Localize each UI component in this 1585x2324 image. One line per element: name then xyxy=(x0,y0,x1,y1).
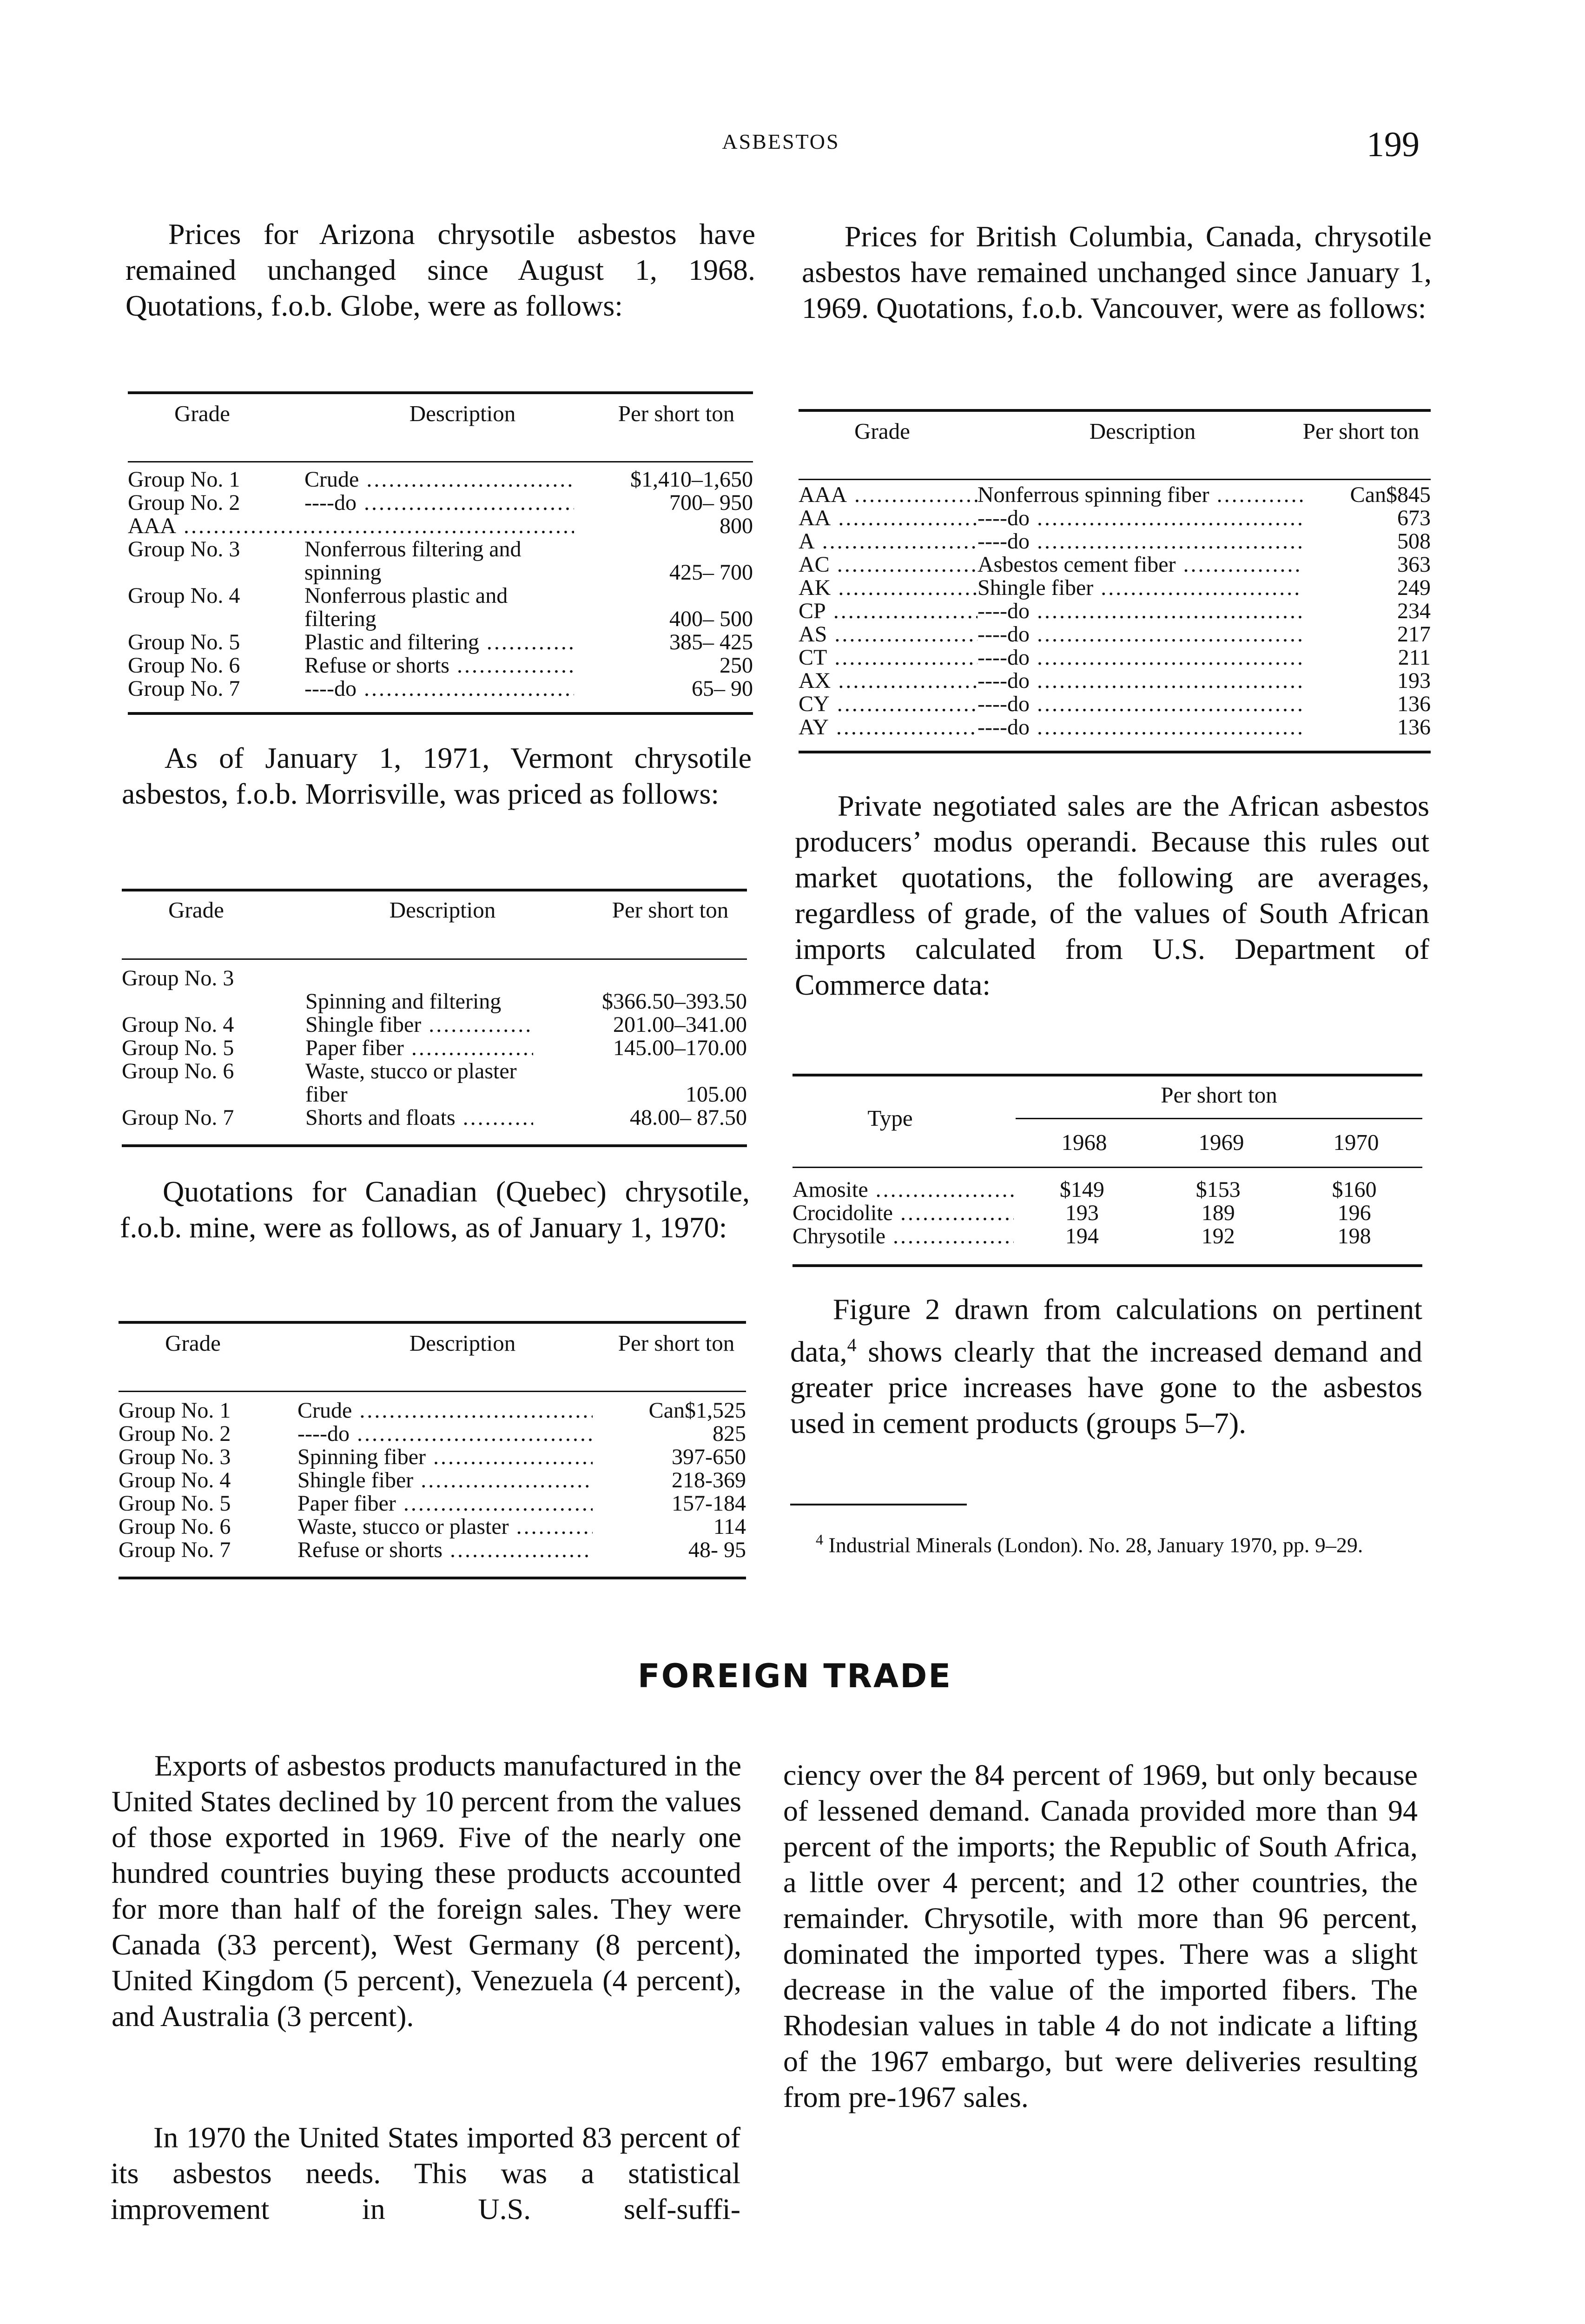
quebec-price-table xyxy=(119,1321,746,1581)
table-row: Group No. 4 Shingle fiber ..... 218-369 xyxy=(119,1469,746,1492)
table-row: Group No. 7 Refuse or shorts ..... 48- 95 xyxy=(119,1538,746,1562)
table-row: Group No. 2 ----do ..... 825 xyxy=(119,1422,746,1446)
table-row: Group No. 6 Waste, stucco or plaster fiber 105.00 xyxy=(122,1060,747,1107)
col-header-price: Per short ton xyxy=(1302,418,1420,444)
table-row: Group No. 3 Spinning and filtering $366.50–393.50 xyxy=(122,967,747,1014)
imports-paragraph: In 1970 the United States imported 83 percent of its asbestos needs. This was a statistical improvement in U.S. self-suffi- xyxy=(111,2121,740,2225)
running-head: ASBESTOS xyxy=(722,130,840,153)
quebec-paragraph: Quotations for Canadian (Quebec) chrysotile, f.o.b. mine, were as follows, as of January 1, 1970: xyxy=(120,1175,750,1244)
col-header-description: Description xyxy=(389,897,496,923)
col-header-grade: Grade xyxy=(165,1330,221,1356)
col-header-per-short-ton: Per short ton xyxy=(1161,1082,1277,1108)
table-row: AY ..... ----do ..... 136 xyxy=(799,716,1431,739)
table-row: CY ..... ----do ..... 136 xyxy=(799,693,1431,716)
footnote-divider xyxy=(790,1504,967,1505)
south-african-imports-table xyxy=(792,1074,1422,1269)
table-row: A ..... ----do ..... 508 xyxy=(799,530,1431,553)
vermont-price-table xyxy=(122,889,747,1149)
table-row: Crocidolite ..... 193 189 196 xyxy=(792,1202,1422,1225)
footnote: $^4$ Industrial Minerals (London). No. 28, January 1970, pp. 9–29. xyxy=(816,1531,1363,1557)
table-row: Group No. 3 Spinning fiber ..... 397-650 xyxy=(119,1446,746,1469)
figure-2-paragraph: Figure 2 drawn from calculations on pertinent data,$^4$ shows clearly that the increased demand and greater price increases have gone to the asbestos used in cement products (groups 5–7). xyxy=(790,1293,1422,1440)
table-row: Amosite ..... $149 $153 $160 xyxy=(792,1178,1422,1202)
section-title-foreign-trade: FOREIGN TRADE xyxy=(637,1657,952,1695)
table-row: Chrysotile ..... 194 192 198 xyxy=(792,1225,1422,1248)
col-header-price: Per short ton xyxy=(618,401,735,426)
table-row: AC ..... Asbestos cement fiber ..... 363 xyxy=(799,553,1431,576)
col-header-grade: Grade xyxy=(174,401,230,426)
table-row: Group No. 5 Plastic and filtering ..... 385– 425 xyxy=(128,631,753,654)
col-header-description: Description xyxy=(1089,418,1196,444)
table-row: Group No. 7 ----do ..... 65– 90 xyxy=(128,677,753,700)
col-header-year: 1969 xyxy=(1198,1129,1244,1155)
col-header-description: Description xyxy=(409,1330,516,1356)
col-header-price: Per short ton xyxy=(618,1330,735,1356)
footnote-ref: 4 xyxy=(847,1334,857,1355)
exports-paragraph: Exports of asbestos products manufactured in the United States declined by 10 percent from the values of those exported in 1969. Five of the nearly one hundred countries buying these products accounted for more than half of the foreign sales. They were Canada (33 percent), West Germany (8 percent), United Kingdom (5 percent), Venezuela (4 percent), and Australia (3 percent). xyxy=(112,1749,741,2033)
south-africa-paragraph: Private negotiated sales are the African asbestos producers’ modus operandi. Because this rules out market quotations, the following are averages, regardless of grade, of the values of South African imports calculated from U.S. Department of Commerce data: xyxy=(795,789,1429,1001)
british-columbia-price-table xyxy=(799,409,1431,755)
table-row: AAA ..... 800 xyxy=(128,515,753,538)
col-header-type: Type xyxy=(867,1105,913,1131)
table-row: Group No. 6 Refuse or shorts ..... 250 xyxy=(128,654,753,677)
table-row: AA ..... ----do ..... 673 xyxy=(799,507,1431,530)
table-row: AS ..... ----do ..... 217 xyxy=(799,623,1431,646)
table-row: Group No. 6 Waste, stucco or plaster ..... 114 xyxy=(119,1515,746,1538)
col-header-description: Description xyxy=(409,401,516,426)
table-row: CP ..... ----do ..... 234 xyxy=(799,600,1431,623)
col-header-grade: Grade xyxy=(168,897,224,923)
british-columbia-paragraph: Prices for British Columbia, Canada, chrysotile asbestos have remained unchanged since January 1, 1969. Quotations, f.o.b. Vancouver, were as follows: xyxy=(802,220,1432,324)
table-row: Group No. 3 Nonferrous filtering and spinning 425– 700 xyxy=(128,538,753,585)
table-row: Group No. 5 Paper fiber ..... 145.00–170.00 xyxy=(122,1037,747,1060)
table-row: Group No. 5 Paper fiber ..... 157-184 xyxy=(119,1492,746,1515)
imports-paragraph-continued: ciency over the 84 percent of 1969, but only because of lessened demand. Canada provided more than 94 percent of the imports; the Republic of South Africa, a little over 4 percent; and 12 other countries, the remainder. Chrysotile, with more than 96 percent, dominated the imported types. There was a slight decrease in the value of the imported fibers. The Rhodesian values in table 4 do not indicate a lifting of the 1967 embargo, but were deliveries resulting from pre-1967 sales. xyxy=(783,1758,1418,2113)
table-row: Group No. 7 Shorts and floats ..... 48.00– 87.50 xyxy=(122,1106,747,1129)
arizona-paragraph: Prices for Arizona chrysotile asbestos have remained unchanged since August 1, 1968. Quotations, f.o.b. Globe, were as follows: xyxy=(125,218,755,322)
table-row: AK ..... Shingle fiber ..... 249 xyxy=(799,576,1431,600)
table-row: Group No. 1 Crude ..... Can$1,525 xyxy=(119,1399,746,1422)
col-header-year: 1968 xyxy=(1061,1129,1107,1155)
table-row: Group No. 1 Crude ..... $1,410–1,650 xyxy=(128,468,753,491)
table-row: Group No. 2 ----do ..... 700– 950 xyxy=(128,491,753,515)
table-row: AAA ..... Nonferrous spinning fiber ..... Can$845 xyxy=(799,483,1431,507)
table-row: CT ..... ----do ..... 211 xyxy=(799,646,1431,669)
col-header-grade: Grade xyxy=(854,418,910,444)
table-row: Group No. 4 Shingle fiber ..... 201.00–341.00 xyxy=(122,1013,747,1037)
col-header-year: 1970 xyxy=(1333,1129,1379,1155)
table-row: AX ..... ----do ..... 193 xyxy=(799,669,1431,693)
page-number: 199 xyxy=(1367,125,1420,164)
table-row: Group No. 4 Nonferrous plastic and filtering 400– 500 xyxy=(128,584,753,631)
col-header-price: Per short ton xyxy=(612,897,729,923)
arizona-price-table xyxy=(128,391,753,717)
vermont-paragraph: As of January 1, 1971, Vermont chrysotile asbestos, f.o.b. Morrisville, was priced as follows: xyxy=(122,741,752,810)
